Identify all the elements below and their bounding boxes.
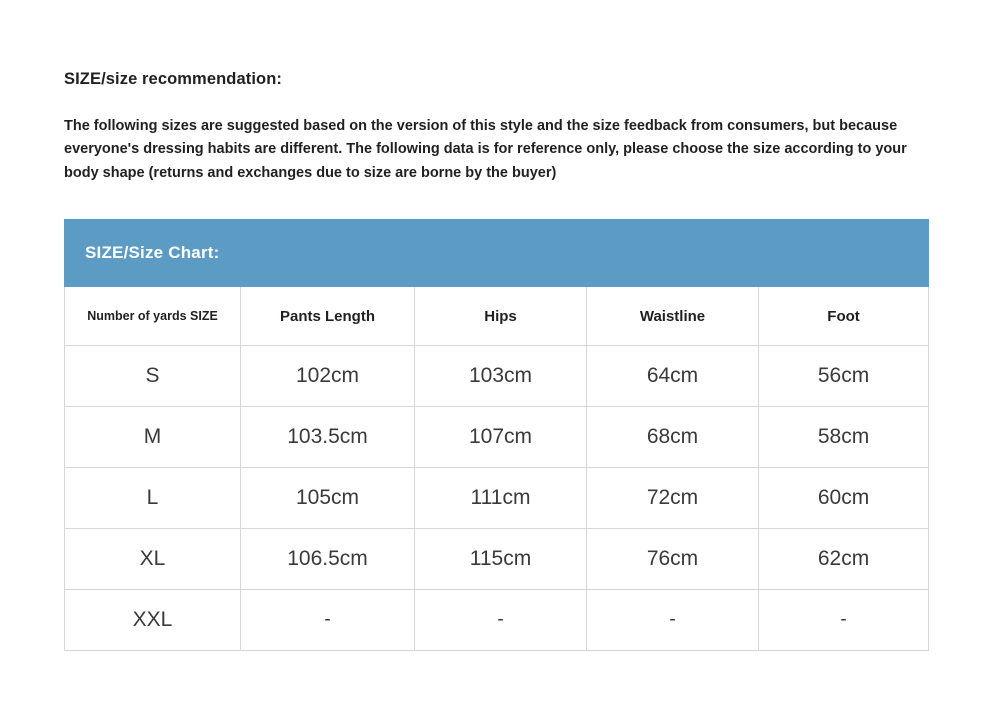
- cell-hips: 103cm: [415, 346, 587, 407]
- cell-foot: 62cm: [759, 529, 929, 590]
- cell-size: XXL: [65, 590, 241, 651]
- size-chart-table: [64, 219, 929, 651]
- cell-hips: 107cm: [415, 407, 587, 468]
- cell-foot: 58cm: [759, 407, 929, 468]
- cell-hips: 111cm: [415, 468, 587, 529]
- cell-size: M: [65, 407, 241, 468]
- table-row: [65, 529, 929, 590]
- cell-waistline: 68cm: [587, 407, 759, 468]
- cell-size: S: [65, 346, 241, 407]
- table-row: [65, 590, 929, 651]
- table-title-text: SIZE/Size Chart:: [85, 243, 220, 263]
- table-row: [65, 468, 929, 529]
- cell-foot: 60cm: [759, 468, 929, 529]
- cell-foot: 56cm: [759, 346, 929, 407]
- column-header-foot: Foot: [759, 287, 929, 346]
- cell-pants-length: 105cm: [241, 468, 415, 529]
- table-row: [65, 407, 929, 468]
- cell-hips: 115cm: [415, 529, 587, 590]
- cell-waistline: 76cm: [587, 529, 759, 590]
- column-header-pants-length: Pants Length: [241, 287, 415, 346]
- cell-waistline: 72cm: [587, 468, 759, 529]
- cell-pants-length: 106.5cm: [241, 529, 415, 590]
- table-row: [65, 346, 929, 407]
- table-title-cell: [65, 220, 929, 287]
- cell-waistline: 64cm: [587, 346, 759, 407]
- intro-paragraph: The following sizes are suggested based on the version of this style and the size feedback from consumers, but because everyone's dressing habits are different. The following data is for reference only, please choose the size according to your body shape (returns and exchanges due to size are borne by the buyer): [64, 118, 907, 181]
- cell-pants-length: 102cm: [241, 346, 415, 407]
- table-title-row: [65, 220, 929, 287]
- column-header-size: Number of yards SIZE: [65, 287, 241, 346]
- page-title: SIZE/size recommendation:: [64, 70, 282, 88]
- cell-hips: -: [415, 590, 587, 651]
- cell-pants-length: 103.5cm: [241, 407, 415, 468]
- cell-foot: -: [759, 590, 929, 651]
- table-header-row: [65, 287, 929, 346]
- cell-size: L: [65, 468, 241, 529]
- cell-size: XL: [65, 529, 241, 590]
- cell-waistline: -: [587, 590, 759, 651]
- column-header-hips: Hips: [415, 287, 587, 346]
- column-header-waistline: Waistline: [587, 287, 759, 346]
- cell-pants-length: -: [241, 590, 415, 651]
